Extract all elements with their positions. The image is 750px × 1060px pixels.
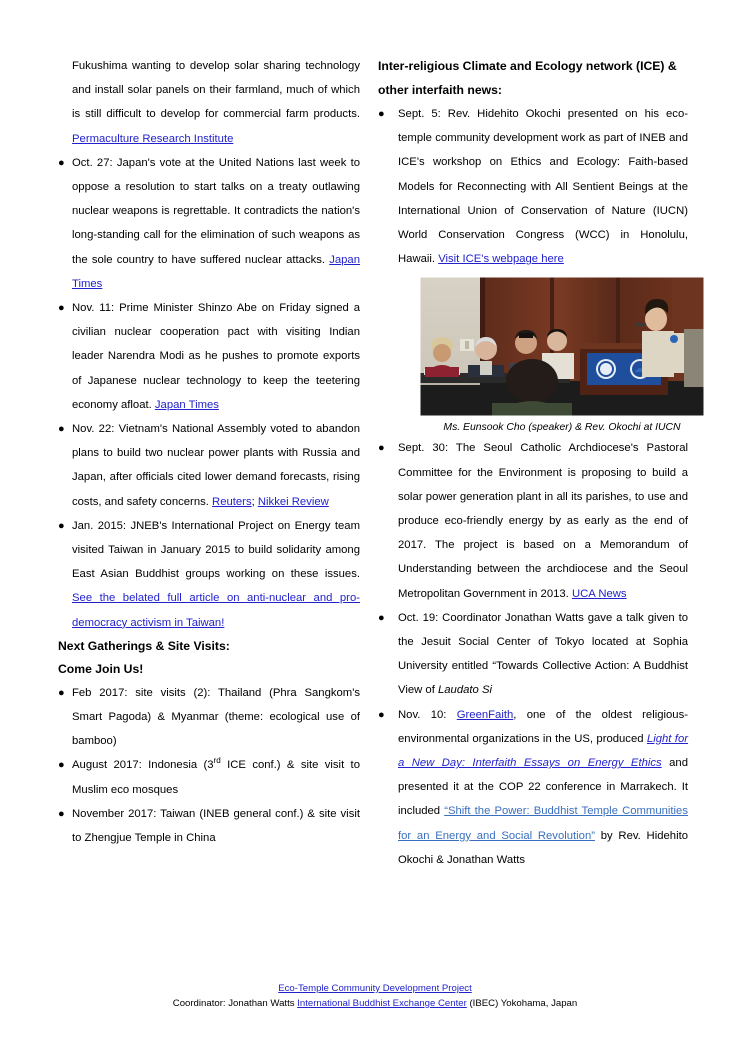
- bullet-icon: ●: [378, 108, 385, 120]
- laudato-si-italic: Laudato Si: [437, 684, 493, 697]
- list-item-text: Sept. 5: Rev. Hidehito Okochi presented on his eco-temple community development work as part of INEB and ICE's workshop on Ethics and Ecology: Faith-based Models for Reconnecting with All Sentient Beings at the International Union of Conservation of Nature (IUCN) World Conservation Congress (WCC) in Honolulu, Hawaii.: [398, 108, 688, 266]
- next-gatherings-heading-line2: Come Join Us!: [58, 661, 144, 676]
- ice-section-heading: Inter-religious Climate and Ecology network (ICE) & other interfaith news:: [378, 59, 677, 97]
- bullet-icon: ●: [378, 442, 385, 455]
- bullet-icon: ●: [58, 807, 65, 820]
- right-news-list: [378, 102, 688, 872]
- left-column: [58, 54, 360, 850]
- reuters-link[interactable]: Reuters: [212, 495, 252, 508]
- permaculture-research-institute-link[interactable]: Permaculture Research Institute: [72, 132, 234, 145]
- bullet-icon: ●: [378, 611, 385, 624]
- list-item: [378, 606, 688, 703]
- gatherings-list: [58, 681, 360, 850]
- right-column: [378, 54, 688, 872]
- figure: [420, 277, 704, 436]
- list-item-text-before: August 2017: Indonesia (3: [72, 759, 214, 772]
- list-item: [58, 417, 360, 514]
- list-item-text: Sept. 30: The Seoul Catholic Archdiocese's Pastoral Committee for the Environment is proposing to build a solar power generation plant in all its parishes, to use and produce eco-friendly energy by as early as the end of 2017. The project is based on a Memorandum of Understanding between the archdiocese and the Seoul Metropolitan Government in 2013.: [398, 442, 688, 600]
- bullet-icon: ●: [58, 423, 65, 436]
- greenfaith-link[interactable]: GreenFaith: [456, 708, 514, 721]
- figure-caption: Ms. Eunsook Cho (speaker) & Rev. Okochi at IUCN: [443, 422, 681, 434]
- list-item: [58, 296, 360, 417]
- list-item: [378, 436, 688, 605]
- lead-paragraph: [58, 54, 360, 151]
- link-separator: ;: [251, 495, 258, 508]
- bullet-icon: ●: [58, 759, 65, 772]
- japan-times-link[interactable]: Japan Times: [72, 253, 360, 290]
- page-footer: [0, 982, 750, 1011]
- bullet-icon: ●: [58, 686, 65, 699]
- ice-webpage-link[interactable]: Visit ICE's webpage here: [438, 253, 564, 266]
- list-item-text-after: by Rev. Hidehito Okochi & Jonathan Watts: [398, 829, 689, 866]
- shift-the-power-link[interactable]: “Shift the Power: Buddhist Temple Communities for an Energy and Social Revolution”: [398, 805, 688, 842]
- taiwan-article-link[interactable]: See the belated full article on anti-nuclear and pro-democracy activism in Taiwan!: [72, 592, 360, 629]
- list-item: [58, 514, 360, 635]
- bullet-icon: ●: [378, 708, 385, 721]
- footer-coordinator-text: Coordinator: Jonathan Watts: [172, 997, 298, 1009]
- list-item-text: Nov. 11: Prime Minister Shinzo Abe on Friday signed a civilian nuclear cooperation pact with visiting Indian leader Narendra Modi as he pushes to promote exports of Japanese nuclear technology to keep the teetering economy afloat.: [72, 302, 360, 411]
- list-item-text-mid1: , one of the oldest religious-environmental organizations in the US, produced: [398, 708, 688, 745]
- nikkei-review-link[interactable]: Nikkei Review: [257, 495, 329, 508]
- list-item-text-before: Nov. 10:: [398, 708, 457, 721]
- list-item-text: Oct. 27: Japan's vote at the United Nations last week to oppose a resolution to start talks on a treaty outlawing nuclear weapons is regrettable. It contradicts the nation's long-standing call for the elimination of such weapons as the sole country to have suffered nuclear attacks.: [72, 156, 360, 266]
- list-item: [58, 802, 360, 850]
- bullet-icon: ●: [58, 156, 65, 169]
- list-item-text: Jan. 2015: JNEB's International Project on Energy team visited Taiwan in January 2015 to build solidarity among East Asian Buddhist groups working on these issues.: [72, 519, 360, 581]
- list-item: [58, 753, 360, 801]
- lead-paragraph-text: Fukushima wanting to develop solar sharing technology and install solar panels on their farmland, much of which is still difficult to develop for commercial farm products.: [72, 60, 360, 121]
- list-item: [58, 681, 360, 754]
- footer-line-2: [0, 997, 750, 1012]
- list-item: [378, 703, 688, 872]
- footer-line-1: [0, 982, 750, 997]
- ibec-link[interactable]: International Buddhist Exchange Center: [297, 997, 467, 1009]
- uca-news-link[interactable]: UCA News: [571, 587, 627, 600]
- list-item-text: November 2017: Taiwan (INEB general conf.) & site visit to Zhengjue Temple in China: [72, 807, 360, 845]
- footer-location-text: (IBEC) Yokohama, Japan: [466, 997, 578, 1009]
- next-gatherings-heading-line1: Next Gatherings & Site Visits:: [58, 638, 230, 653]
- bullet-icon: ●: [58, 302, 65, 315]
- list-item: [378, 102, 688, 436]
- list-item-text: Nov. 22: Vietnam's National Assembly voted to abandon plans to build two nuclear power plants with Russia and Japan, after officials cited lower demand forecasts, rising costs, and safety concerns.: [72, 423, 360, 508]
- light-for-a-new-day-link[interactable]: Light for a New Day: Interfaith Essays on Energy Ethics: [398, 732, 688, 770]
- eco-temple-project-link[interactable]: Eco-Temple Community Development Project: [278, 983, 472, 994]
- left-news-list: [58, 151, 360, 635]
- list-item: [58, 151, 360, 296]
- list-item-text-before: Oct. 19: Coordinator Jonathan Watts gave a talk given to the Jesuit Social Center of Tokyo located at Sophia University entitled “Towards Collective Action: A Buddhist View of: [398, 611, 688, 697]
- list-item-text: Feb 2017: site visits (2): Thailand (Phra Sangkom's Smart Pagoda) & Myanmar (theme: ecological use of bamboo): [72, 686, 360, 748]
- bullet-icon: ●: [58, 519, 65, 532]
- iucn-conference-photo: [420, 277, 704, 416]
- list-item-text-after: ICE conf.) & site visit to Muslim eco mosques: [72, 759, 360, 796]
- japan-times-link[interactable]: Japan Times: [154, 398, 219, 411]
- ordinal-suffix: rd: [213, 756, 221, 766]
- list-item-text-mid2: and presented it at the COP 22 conference in Marrakech. It included: [398, 757, 688, 818]
